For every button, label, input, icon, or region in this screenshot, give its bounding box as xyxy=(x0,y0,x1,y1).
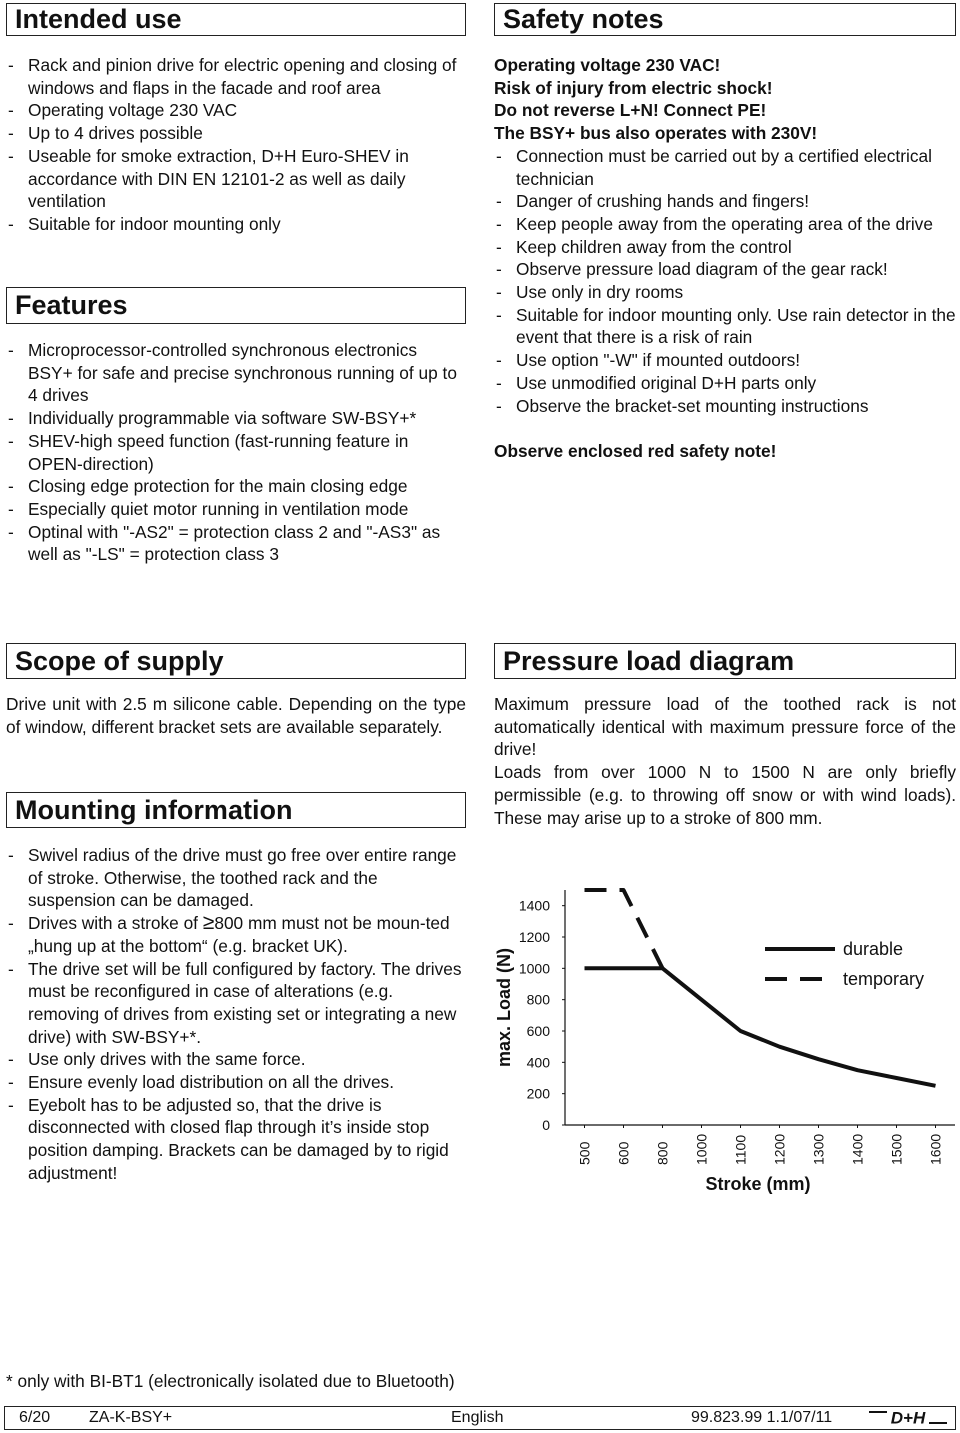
y-tick-label: 800 xyxy=(526,991,550,1008)
safety-closing-note: Observe enclosed red safety note! xyxy=(494,441,777,462)
list-item: - Use only in dry rooms xyxy=(494,281,956,304)
scope-of-supply-heading: Scope of supply xyxy=(6,643,466,679)
page-number: 6/20 xyxy=(19,1409,51,1426)
list-item: - Up to 4 drives possible xyxy=(6,122,466,145)
list-item: - Drives with a stroke of ≥800 mm must not be moun-ted „hung up at the bottom“ (e.g. bracket UK). xyxy=(6,912,466,957)
list-item: - Use option "-W" if mounted outdoors! xyxy=(494,349,956,372)
pressure-load-heading: Pressure load diagram xyxy=(494,643,956,679)
x-tick-label: 1400 xyxy=(849,1133,866,1165)
document-language: English xyxy=(451,1409,504,1426)
list-item: - Swivel radius of the drive must go free over entire range of stroke. Otherwise, the toothed rack and the suspension can be damaged. xyxy=(6,844,466,912)
list-item: - Especially quiet motor running in ventilation mode xyxy=(6,498,466,521)
x-tick-label: 800 xyxy=(654,1141,671,1165)
legend-label: temporary xyxy=(843,969,925,989)
list-item: - Keep people away from the operating area of the drive xyxy=(494,213,956,236)
y-axis-label: max. Load (N) xyxy=(494,947,514,1068)
list-item: - Ensure evenly load distribution on all the drives. xyxy=(6,1071,466,1094)
warning-line: Operating voltage 230 VAC! xyxy=(494,55,721,75)
footnote: * only with BI-BT1 (electronically isolated due to Bluetooth) xyxy=(6,1371,455,1391)
list-item: - SHEV-high speed function (fast-running feature in OPEN-direction) xyxy=(6,430,466,475)
list-item: - Keep children away from the control xyxy=(494,236,956,259)
scope-of-supply-section xyxy=(6,643,466,738)
x-axis-label: Stroke (mm) xyxy=(705,1174,811,1194)
intended-use-section xyxy=(6,3,466,236)
x-tick-label: 500 xyxy=(576,1141,593,1165)
y-tick-label: 1400 xyxy=(518,897,550,914)
list-item: - Suitable for indoor mounting only. Use rain detector in the event that there is a risk of rain xyxy=(494,304,956,349)
x-tick-label: 1000 xyxy=(693,1133,710,1165)
list-item: - Connection must be carried out by a certified electrical technician xyxy=(494,145,956,190)
list-item: - The drive set will be full configured by factory. The drives must be reconfigured in case of alterations (e.g. removing of drives from existing set or integrating a new drive) with SW-BSY+*. xyxy=(6,958,466,1049)
document-code: ZA-K-BSY+ xyxy=(89,1409,173,1426)
list-item: - Use unmodified original D+H parts only xyxy=(494,372,956,395)
x-tick-label: 600 xyxy=(615,1141,632,1165)
pressure-load-chart xyxy=(490,885,960,1205)
list-item: - Danger of crushing hands and fingers! xyxy=(494,190,956,213)
warning-line: Risk of injury from electric shock! xyxy=(494,77,773,98)
y-tick-label: 600 xyxy=(526,1023,550,1039)
warning-line: The BSY+ bus also operates with 230V! xyxy=(494,123,818,144)
legend-label: durable xyxy=(843,939,904,959)
pressure-load-paragraph-2: Loads from over 1000 N to 1500 N are only briefly permissible (e.g. to throwing off snow or with wind loads). These may arise up to a stroke of 800 mm. xyxy=(494,762,956,828)
mounting-information-heading: Mounting information xyxy=(6,792,466,828)
list-item: - Microprocessor-controlled synchronous electronics BSY+ for safe and precise synchronous running of up to 4 drives xyxy=(6,339,466,407)
list-item: - Eyebolt has to be adjusted so, that the drive is disconnected with closed flap through it’s inside stop position damping. Brackets can be damaged by to rigid adjustment! xyxy=(6,1094,466,1185)
warning-line: Do not reverse L+N! Connect PE! xyxy=(494,100,767,121)
x-tick-label: 1500 xyxy=(888,1133,905,1165)
features-heading: Features xyxy=(6,287,466,324)
intended-use-list xyxy=(6,54,466,236)
y-tick-label: 400 xyxy=(526,1054,550,1071)
y-tick-label: 0 xyxy=(542,1117,550,1133)
x-tick-label: 1300 xyxy=(810,1133,827,1165)
list-item: - Closing edge protection for the main closing edge xyxy=(6,475,466,498)
pressure-load-section xyxy=(494,643,956,829)
list-item: - Useable for smoke extraction, D+H Euro-SHEV in accordance with DIN EN 12101-2 as well as daily ventilation xyxy=(6,145,466,213)
y-tick-label: 200 xyxy=(526,1085,550,1102)
list-item: - Individually programmable via software SW-BSY+* xyxy=(6,407,466,430)
safety-notes-section xyxy=(494,3,956,463)
list-item: - Observe the bracket-set mounting instructions xyxy=(494,395,956,418)
list-item: - Observe pressure load diagram of the gear rack! xyxy=(494,258,956,281)
y-tick-label: 1200 xyxy=(518,929,550,945)
page-footer xyxy=(4,1406,956,1430)
y-tick-label: 1000 xyxy=(518,960,550,977)
pressure-load-paragraph-1: Maximum pressure load of the toothed rack is not automatically identical with maximum pressure force of the drive! xyxy=(494,694,956,760)
mounting-information-section xyxy=(6,792,466,1185)
intended-use-heading: Intended use xyxy=(6,3,466,36)
mounting-information-list xyxy=(6,844,466,1185)
list-item: - Operating voltage 230 VAC xyxy=(6,99,466,122)
safety-notes-list xyxy=(494,145,956,417)
scope-of-supply-text: Drive unit with 2.5 m silicone cable. Depending on the type of window, different bracket sets are available separately. xyxy=(6,694,466,737)
list-item: - Suitable for indoor mounting only xyxy=(6,213,466,236)
greater-equal-symbol: ≥ xyxy=(202,911,215,935)
features-list xyxy=(6,339,466,566)
list-item: - Rack and pinion drive for electric opening and closing of windows and flaps in the facade and roof area xyxy=(6,54,466,99)
x-tick-label: 1600 xyxy=(927,1133,944,1165)
x-tick-label: 1100 xyxy=(732,1134,749,1165)
safety-notes-heading: Safety notes xyxy=(494,3,956,36)
series-line-temporary xyxy=(585,890,663,968)
x-tick-label: 1200 xyxy=(771,1133,788,1165)
list-item: - Optinal with "-AS2" = protection class 2 and "-AS3" as well as "-LS" = protection class 3 xyxy=(6,521,466,566)
safety-warning-lines xyxy=(494,54,956,145)
dh-logo-icon xyxy=(867,1409,949,1426)
document-version: 99.823.99 1.1/07/11 xyxy=(691,1409,833,1426)
list-item: - Use only drives with the same force. xyxy=(6,1048,466,1071)
svg-text:D+H: D+H xyxy=(890,1409,926,1426)
features-section xyxy=(6,287,466,566)
